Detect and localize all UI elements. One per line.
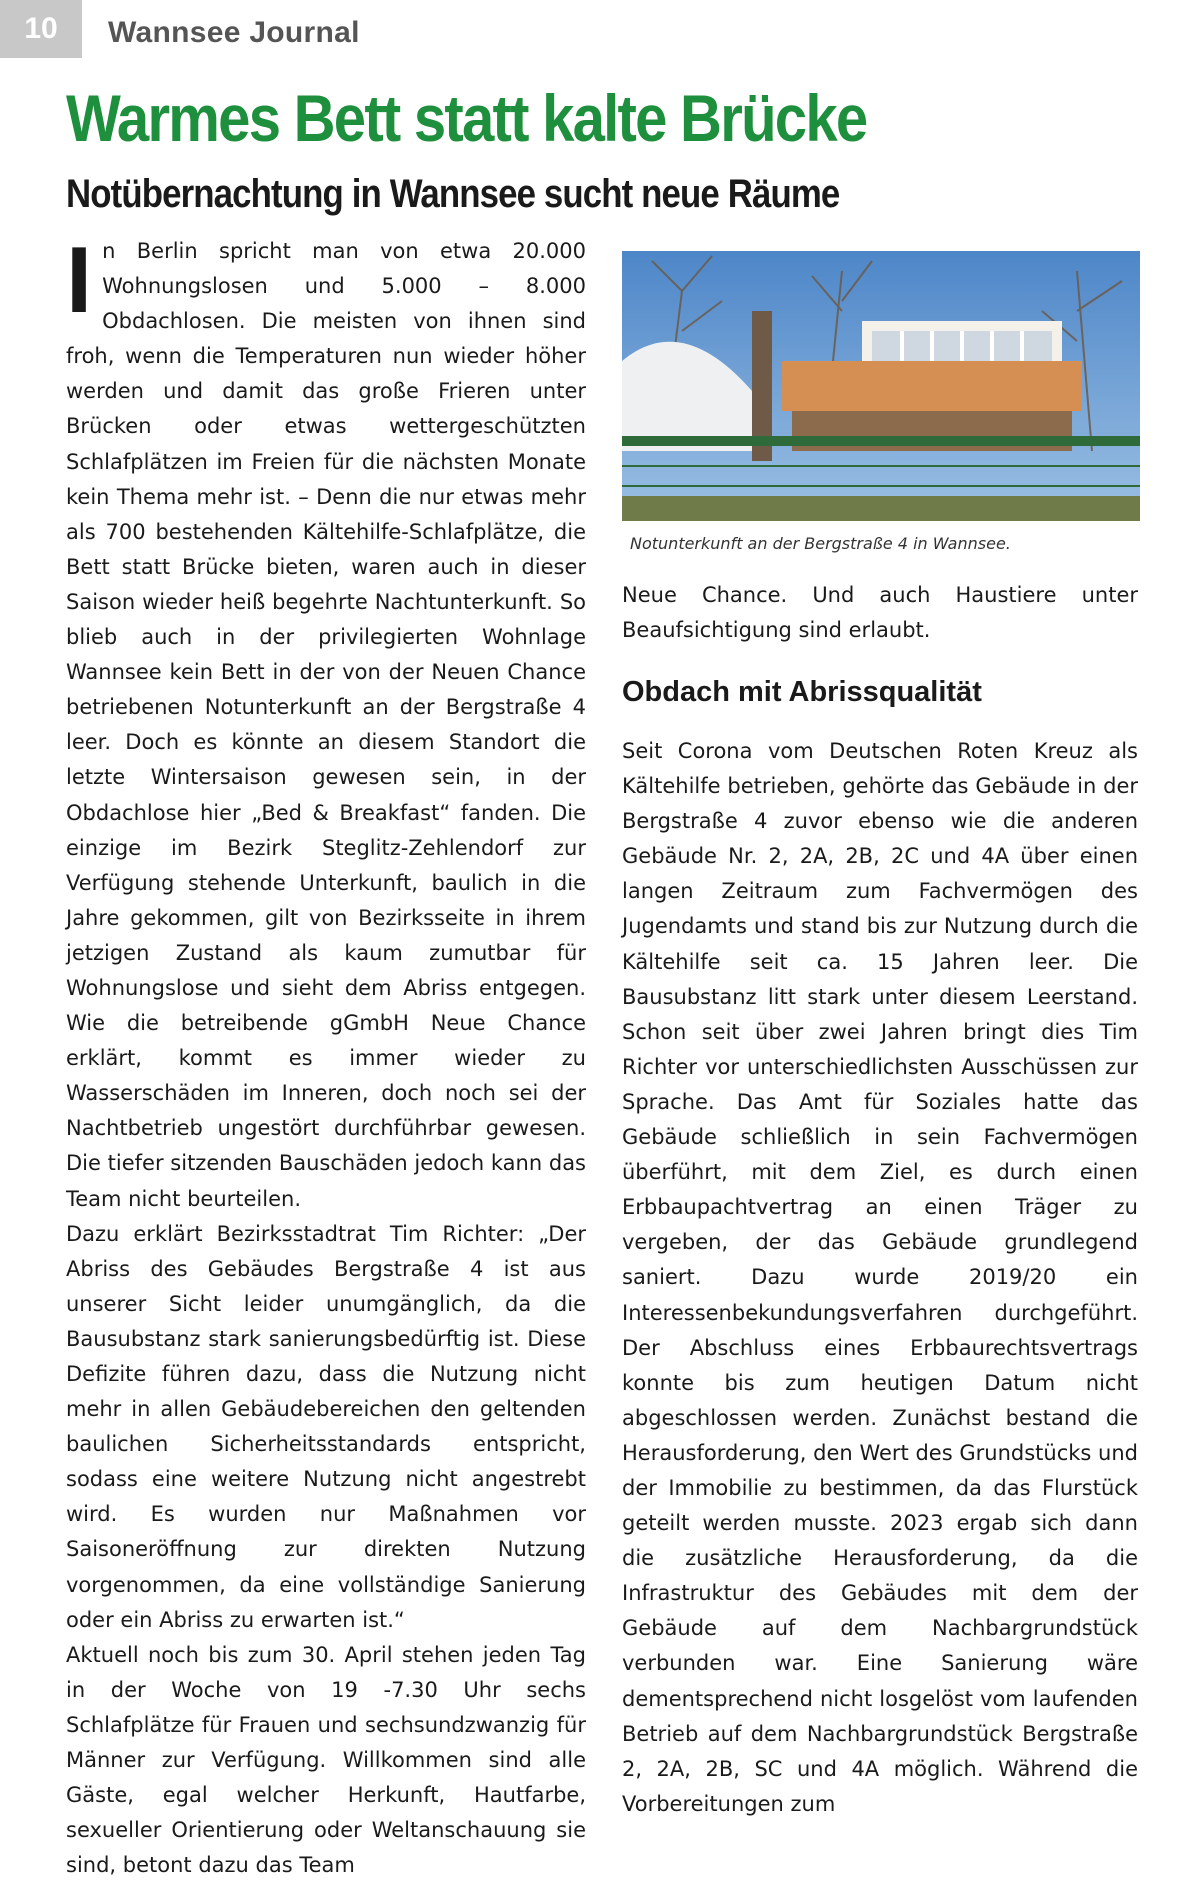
journal-name: Wannsee Journal bbox=[108, 16, 360, 49]
left-column bbox=[66, 227, 586, 1883]
right-intro-block bbox=[622, 578, 1138, 648]
intro-paragraph-text: n Berlin spricht man von etwa 20.000 Wohnungslosen und 5.000 – 8.000 Obdachlosen. Die meisten von ihnen sind froh, wenn die Temperaturen nun wieder höher werden und damit das große Frieren unter Brücken oder etwas wettergeschützten Schlafplätzen im Freien für die nächsten Monate kein Thema mehr ist. – Denn die nur etwas mehr als 700 bestehenden Kältehilfe-Schlafplätze, die Bett statt Brücke bieten, waren auch in dieser Saison wieder heiß begehrte Nachtunterkunft. So blieb auch in der privilegierten Wohnlage Wannsee kein Bett in der von der Neuen Chance betriebenen Notunterkunft an der Bergstraße 4 leer. Doch es könnte an diesem Standort die letzte Wintersaison gewesen sein, in der Obdachlose hier „Bed & Breakfast“ fanden. Die einzige im Bezirk Steglitz-Zehlendorf zur Verfügung stehende Unterkunft, baulich in die Jahre gekommen, gilt von Bezirksseite in ihrem jetzigen Zustand als kaum zumutbar für Wohnungslose und sieht dem Abriss entgegen. Wie die betreibende gGmbH Neue Chance erklärt, kommt es immer wieder zu Wasserschäden im Inneren, doch noch sei der Nachtbetrieb ungestört durchführbar gewesen. Die tiefer sitzenden Bauschäden jedoch kann das Team nicht beurteilen. bbox=[66, 239, 586, 1211]
building-photo-illustration bbox=[622, 251, 1140, 521]
photo-caption: Notunterkunft an der Bergstraße 4 in Wannsee. bbox=[630, 534, 1011, 553]
section-heading: Obdach mit Abrissqualität bbox=[622, 676, 982, 708]
article-subheadline: Notübernachtung in Wannsee sucht neue Räume bbox=[66, 172, 840, 216]
page-number-box bbox=[0, 0, 82, 58]
closing-paragraph: Aktuell noch bis zum 30. April stehen jeden Tag in der Woche von 19 -7.30 Uhr sechs Schlafplätze für Frauen und sechsundzwanzig für Männer zur Verfügung. Willkommen sind alle Gäste, egal welcher Herkunft, Hautfarbe, sexueller Orientierung oder Weltanschauung sie sind, betont dazu das Team bbox=[66, 1642, 586, 1878]
article-headline: Warmes Bett statt kalte Brücke bbox=[66, 81, 867, 155]
page-number: 10 bbox=[24, 12, 58, 45]
intro-paragraph bbox=[66, 227, 586, 1217]
right-column-body bbox=[622, 734, 1138, 1822]
right-intro-paragraph: Neue Chance. Und auch Haustiere unter Beaufsichtigung sind erlaubt. bbox=[622, 583, 1138, 643]
right-body-paragraph: Seit Corona vom Deutschen Roten Kreuz als Kältehilfe betrieben, gehörte das Gebäude in der Bergstraße 4 zuvor ebenso wie die anderen Gebäude Nr. 2, 2A, 2B, 2C und 4A über einen langen Zeitraum zum Fachvermögen des Jugendamts und stand bis zur Nutzung durch die Kältehilfe seit ca. 15 Jahren leer. Die Bausubstanz litt stark unter diesem Leerstand. Schon seit über zwei Jahren bringt dies Tim Richter vor unterschiedlichsten Ausschüssen zur Sprache. Das Amt für Soziales hatte das Gebäude schließlich in sein Fachvermögen überführt, mit dem Ziel, es durch einen Erbbaupachtvertrag an einen Träger zu vergeben, der das Gebäude grundlegend saniert. Dazu wurde 2019/20 ein Interessenbekundungsverfahren durchgeführt. Der Abschluss eines Erbbaurechtsvertrags konnte bis zum heutigen Datum nicht abgeschlossen werden. Zunächst bestand die Herausforderung, den Wert des Grundstücks und der Immobilie zu bestimmen, da das Flurstück geteilt werden musste. 2023 ergab sich dann die zusätzliche Herausforderung, da die Infrastruktur des Gebäudes mit dem der Gebäude auf dem Nachbargrundstück verbunden war. Eine Sanierung wäre dementsprechend nicht losgelöst vom laufenden Betrieb auf dem Nachbargrundstück Bergstraße 2, 2A, 2B, SC und 4A möglich. Während die Vorbereitungen zum bbox=[622, 739, 1138, 1816]
quote-paragraph: Dazu erklärt Bezirksstadtrat Tim Richter: „Der Abriss des Gebäudes Bergstraße 4 ist aus unserer Sicht leider unumgänglich, da die Bausubstanz stark sanierungsbedürftig ist. Diese Defizite führen dazu, dass die Nutzung nicht mehr in allen Gebäudebereichen den geltenden baulichen Sicherheitsstandards entspricht, sodass eine weitere Nutzung nicht angestrebt wird. Es wurden nur Maßnahmen vor Saisoneröffnung zur direkten Nutzung vorgenommen, da eine vollständige Sanierung oder ein Abriss zu erwarten ist.“ bbox=[66, 1221, 586, 1632]
article-photo bbox=[622, 251, 1140, 521]
drop-cap: I bbox=[66, 227, 93, 332]
